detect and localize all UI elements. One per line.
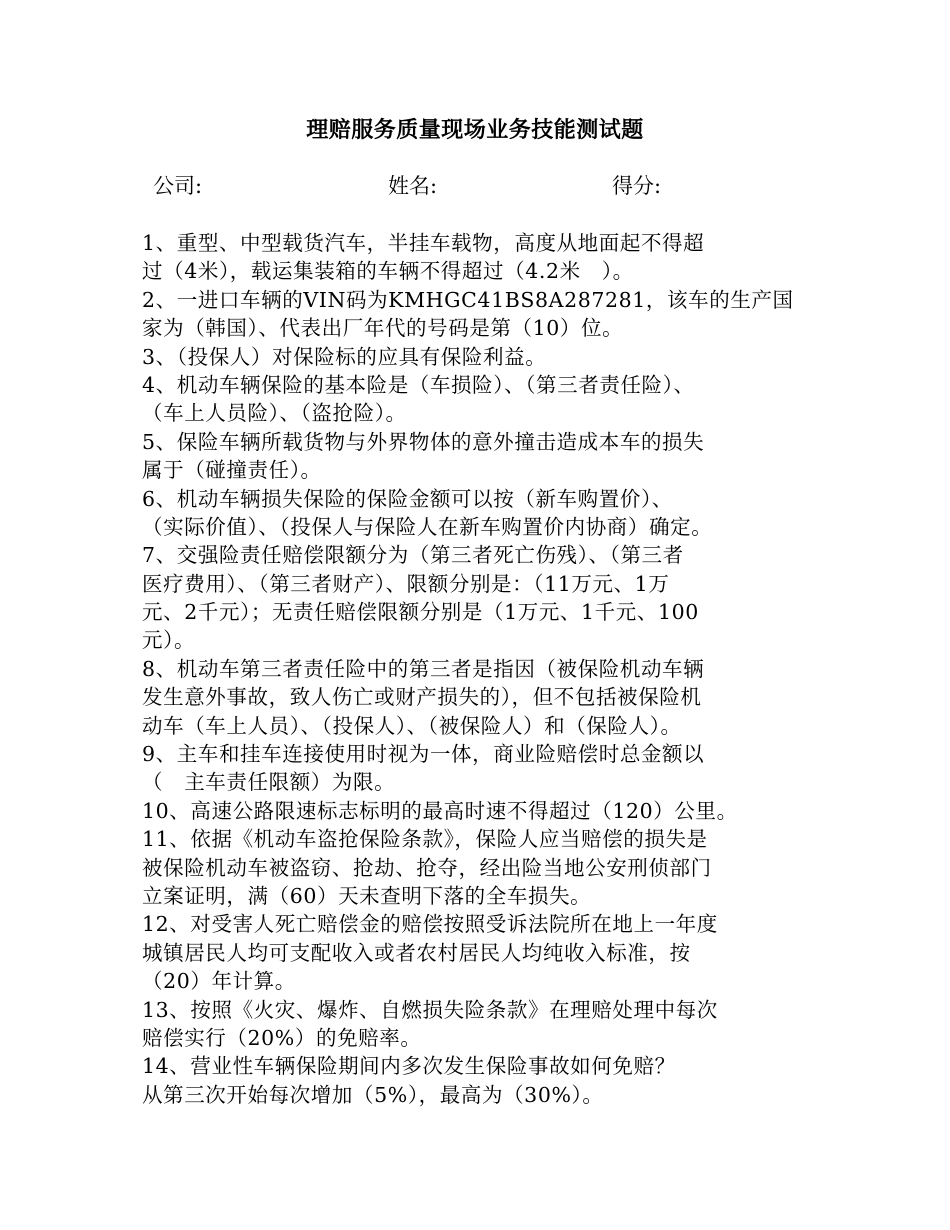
question-text-line: 9、主车和挂车连接使用时视为一体，商业险赔偿时总金额以 bbox=[142, 742, 705, 767]
question-text-line: （车上人员险）、（盗抢险）。 bbox=[142, 401, 407, 426]
question-text-line: 城镇居民人均可支配收入或者农村居民人均纯收入标准，按 bbox=[142, 940, 691, 965]
score-field-label: 得分: bbox=[612, 174, 662, 198]
question-text-line: 从第三次开始每次增加（5%），最高为（30%）。 bbox=[142, 1082, 604, 1107]
question-text-line: 11、依据《机动车盗抢保险条款》，保险人应当赔偿的损失是 bbox=[142, 827, 708, 852]
question-text-line: （实际价值）、（投保人与保险人在新车购置价内协商）确定。 bbox=[142, 514, 713, 539]
question-text-line: 10、高速公路限速标志标明的最高时速不得超过（120）公里。 bbox=[142, 798, 738, 823]
question-text-line: 6、机动车辆损失保险的保险金额可以按（新车购置价）、 bbox=[142, 486, 673, 511]
question-text-line: 14、营业性车辆保险期间内多次发生保险事故如何免赔？ bbox=[142, 1054, 676, 1079]
question-text-line: 属于（碰撞责任）。 bbox=[142, 458, 322, 483]
question-text-line: 3、（投保人）对保险标的应具有保险利益。 bbox=[142, 344, 547, 369]
company-field-label: 公司: bbox=[153, 174, 203, 198]
question-list bbox=[142, 229, 822, 1109]
question-text-line: 1、重型、中型载货汽车，半挂车载物，高度从地面起不得超 bbox=[142, 231, 705, 255]
question-text-line: 立案证明，满（60）天未查明下落的全车损失。 bbox=[142, 883, 592, 908]
question-text-line: 2、一进口车辆的VIN码为KMHGC41BS8A287281，该车的生产国 bbox=[142, 287, 794, 312]
question-text-line: 13、按照《火灾、爆炸、自燃损失险条款》在理赔处理中每次 bbox=[142, 997, 718, 1022]
question-text-line: （20）年计算。 bbox=[142, 969, 296, 994]
question-text-line: 家为（韩国）、代表出厂年代的号码是第（10）位。 bbox=[142, 316, 624, 341]
question-text-line: （ 主车责任限额）为限。 bbox=[142, 770, 396, 795]
question-text-line: 医疗费用）、（第三者财产）、限额分别是：（11万元、1万 bbox=[142, 571, 670, 596]
question-text-line: 4、机动车辆保险的基本险是（车损险）、（第三者责任险）、 bbox=[142, 372, 695, 397]
question-text-line: 发生意外事故，致人伤亡或财产损失的），但不包括被保险机 bbox=[142, 685, 702, 710]
question-text-line: 元、2千元）；无责任赔偿限额分别是（1万元、1千元、100 bbox=[142, 600, 699, 625]
question-text-line: 元）。 bbox=[142, 628, 196, 653]
question-text-line: 7、交强险责任赔偿限额分为（第三者死亡伤残）、（第三者 bbox=[142, 543, 684, 568]
question-text-line: 5、保险车辆所载货物与外界物体的意外撞击造成本车的损失 bbox=[142, 429, 705, 454]
document-title: 理赔服务质量现场业务技能测试题 bbox=[306, 117, 644, 143]
name-field-label: 姓名: bbox=[388, 174, 438, 198]
question-text-line: 赔偿实行（20%）的免赔率。 bbox=[142, 1025, 422, 1050]
question-text-line: 被保险机动车被盗窃、抢劫、抢夺，经出险当地公安刑侦部门 bbox=[142, 855, 712, 880]
question-text-line: 8、机动车第三者责任险中的第三者是指因（被保险机动车辆 bbox=[142, 656, 705, 681]
question-text-line: 12、对受害人死亡赔偿金的赔偿按照受诉法院所在地上一年度 bbox=[142, 912, 718, 937]
question-text-line: 过（4米），载运集装箱的车辆不得超过（4.2米 ）。 bbox=[142, 259, 634, 284]
question-text-line: 动车（车上人员）、（投保人）、（被保险人）和（保险人）。 bbox=[142, 713, 682, 738]
